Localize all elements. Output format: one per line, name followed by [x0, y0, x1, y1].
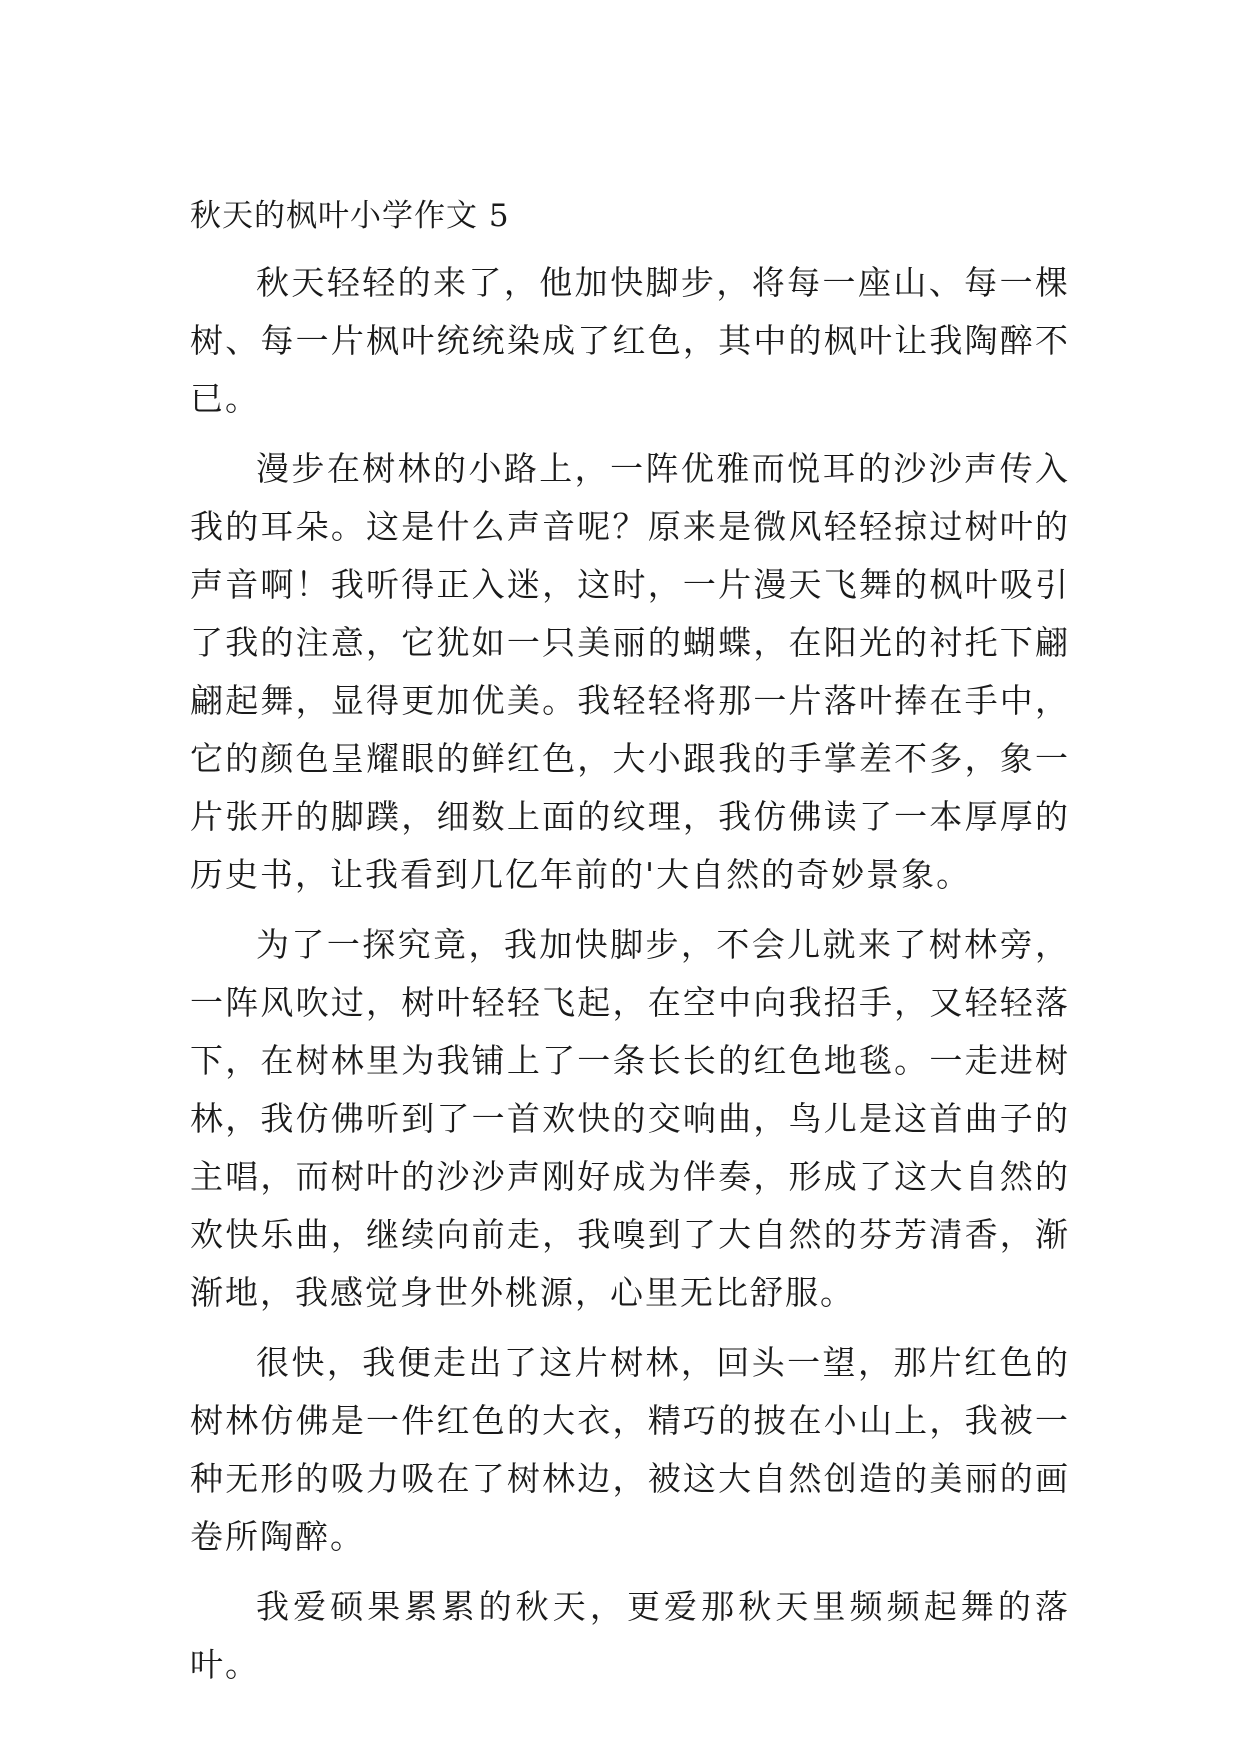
document-title: 秋天的枫叶小学作文 5 [190, 198, 510, 234]
paragraph-3: 为了一探究竟，我加快脚步，不会儿就来了树林旁，一阵风吹过，树叶轻轻飞起，在空中向我招手，又轻轻落下，在树林里为我铺上了一条长长的红色地毯。一走进树林，我仿佛听到了一首欢快的交响曲，鸟儿是这首曲子的主唱，而树叶的沙沙声刚好成为伴奏，形成了这大自然的欢快乐曲，继续向前走，我嗅到了大自然的芬芳清香，渐渐地，我感觉身世外桃源，心里无比舒服。 [190, 925, 1070, 1312]
paragraph-2: 漫步在树林的小路上，一阵优雅而悦耳的沙沙声传入我的耳朵。这是什么声音呢？原来是微风轻轻掠过树叶的声音啊！我听得正入迷，这时，一片漫天飞舞的枫叶吸引了我的注意，它犹如一只美丽的蝴蝶，在阳光的衬托下翩翩起舞，显得更加优美。我轻轻将那一片落叶捧在手中，它的颜色呈耀眼的鲜红色，大小跟我的手掌差不多，象一片张开的脚蹼，细数上面的纹理，我仿佛读了一本厚厚的历史书，让我看到几亿年前的'大自然的奇妙景象。 [190, 449, 1070, 894]
paragraph-1: 秋天轻轻的来了，他加快脚步，将每一座山、每一棵树、每一片枫叶统统染成了红色，其中的枫叶让我陶醉不已。 [190, 263, 1070, 418]
document-body [190, 196, 1070, 1706]
paragraph-5: 我爱硕果累累的秋天，更爱那秋天里频频起舞的落叶。 [190, 1587, 1070, 1684]
paragraph-4: 很快，我便走出了这片树林，回头一望，那片红色的树林仿佛是一件红色的大衣，精巧的披在小山上，我被一种无形的吸力吸在了树林边，被这大自然创造的美丽的画卷所陶醉。 [190, 1343, 1070, 1556]
